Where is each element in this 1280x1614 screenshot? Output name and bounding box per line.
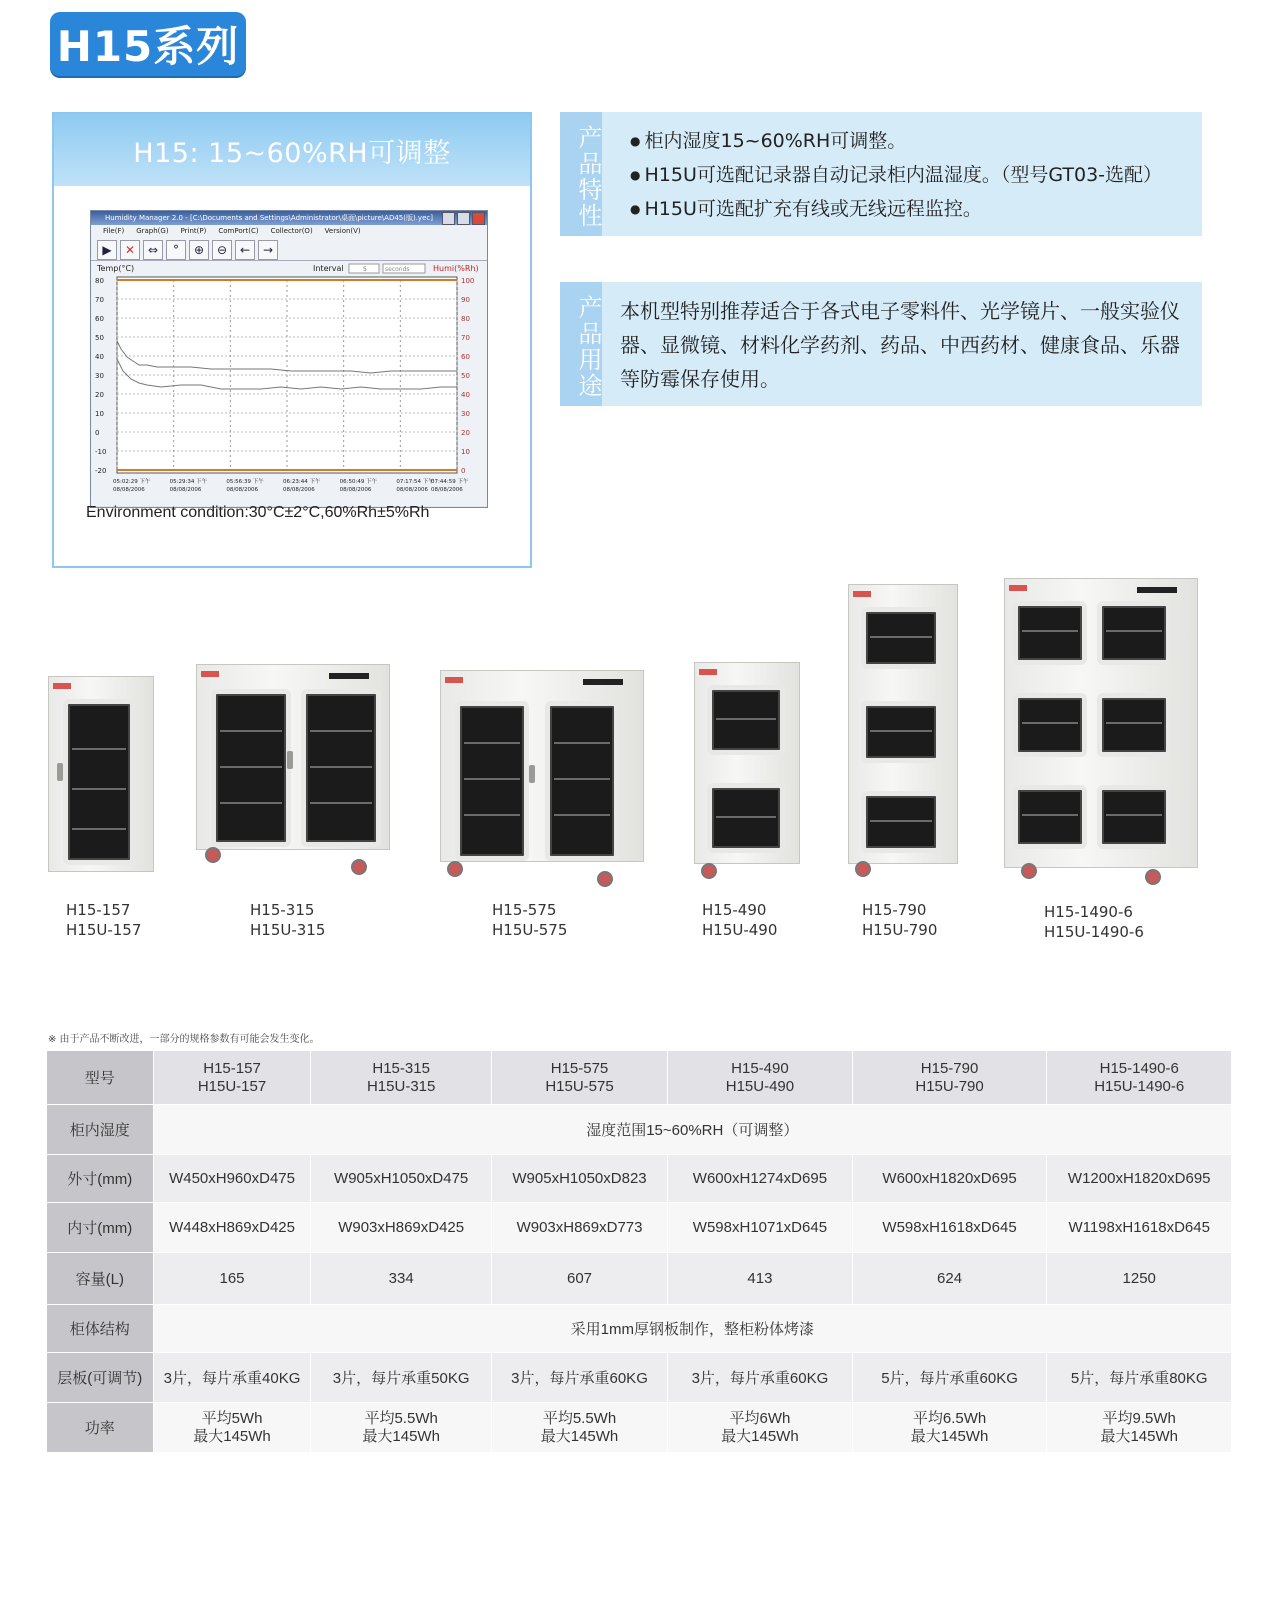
caster-wheel [1021,863,1037,879]
unit-toggle-icon: ° [166,240,186,260]
caster-wheel [447,861,463,877]
glass-door-left [455,701,529,861]
humi-axis-label: Humi(%Rh) [433,264,479,273]
caster-wheel [1145,869,1161,885]
caster-wheel [597,871,613,887]
door-handle [529,765,535,783]
usage-text: 本机型特别推荐适合于各式电子零料件、光学镜片、一般实验仪器、显微镜、材料化学药剂、药品、中西药材、健康食品、乐器等防霉保存使用。 [620,299,1180,391]
glass-door-right [545,701,619,861]
brand-label [853,591,871,597]
cabinet-image-1490-6 [1004,578,1198,868]
cabinet-image-790 [848,584,958,864]
door-handle [57,763,63,781]
cabinet-image-315 [196,664,390,850]
right-tick-label: 10 [461,448,470,456]
date-tick-label: 08/08/2006 [431,487,463,493]
right-tick-label: 40 [461,391,470,399]
time-tick-label: 05:29:34 下午 [169,479,208,485]
right-tick-label: 20 [461,429,470,437]
row-label: 层板(可调节) [47,1353,154,1403]
model-name: H15-490 [702,901,767,919]
glass-door-top [861,607,941,669]
model-name: H15-790 [862,901,927,919]
table-cell: 607 [491,1253,667,1305]
date-tick-label: 08/08/2006 [396,487,429,493]
table-cell: W903xH869xD425 [311,1203,491,1253]
brand-label [53,683,71,689]
left-tick-label: -20 [95,467,107,475]
model-name: H15-1490-6 [1044,903,1133,921]
right-tick-label: 80 [461,315,470,323]
table-cell: 平均9.5Wh 最大145Wh [1047,1403,1232,1453]
forward-icon: → [258,240,278,260]
features-tag: 产品特性 [560,112,602,236]
table-cell: 平均6Wh 最大145Wh [668,1403,853,1453]
model-label-315 [250,900,325,940]
table-cell: W600xH1274xD695 [668,1155,853,1203]
right-tick-label: 90 [461,296,470,304]
table-cell: 624 [852,1253,1047,1305]
table-cell: 湿度范围15~60%RH（可调整） [153,1105,1231,1155]
right-tick-label: 70 [461,334,470,342]
minimize-icon [442,212,455,225]
cabinet-image-157 [48,676,154,872]
feature-item: ● H15U可选配记录器自动记录柜内温湿度。（型号GT03-选配） [630,160,1162,187]
usage-tag: 产品用途 [560,282,602,406]
glass-door [1013,693,1087,757]
back-icon: ← [235,240,255,260]
right-tick-label: 100 [461,277,475,285]
menu-version: Version(V) [324,227,361,235]
glass-door-left [211,689,291,847]
table-cell: W1198xH1618xD645 [1047,1203,1232,1253]
play-icon: ▶ [97,240,117,260]
glass-door [1097,601,1171,665]
left-tick-label: 60 [95,315,104,323]
close-icon [472,212,485,225]
interval-label: Interval [313,264,344,273]
model-name-u: H15U-575 [492,921,568,939]
time-tick-label: 07:17:54 下午 [396,479,434,485]
table-cell: W598xH1618xD645 [852,1203,1047,1253]
row-label: 容量(L) [47,1253,154,1305]
date-tick-label: 08/08/2006 [113,487,145,493]
software-window [90,210,488,508]
left-tick-label: 50 [95,334,104,342]
time-tick-label: 05:56:39 下午 [226,479,264,485]
time-tick-label: 05:02:29 下午 [113,479,151,485]
left-tick-label: 30 [95,372,104,380]
control-display [583,679,623,685]
date-tick-label: 08/08/2006 [169,487,202,493]
table-cell: 3片，每片承重40KG [153,1353,311,1403]
caster-wheel [701,863,717,879]
table-row-outer [47,1155,1232,1203]
glass-door [1013,601,1087,665]
interval-unit: seconds [385,266,410,273]
glass-door-middle [861,701,941,763]
glass-door [1013,785,1087,849]
caster-wheel [205,847,221,863]
glass-door-right [301,689,381,847]
table-cell: 3片，每片承重60KG [668,1353,853,1403]
model-label-790 [862,900,937,940]
left-tick-label: 40 [95,353,104,361]
glass-door-bottom [861,791,941,853]
date-tick-label: 08/08/2006 [283,487,315,493]
brand-label [1009,585,1027,591]
table-cell: 5片，每片承重80KG [1047,1353,1232,1403]
time-tick-label: 07:44:59 下午 [431,479,469,485]
spec-table [46,1050,1232,1453]
table-cell: 采用1mm厚钢板制作，整柜粉体烤漆 [153,1305,1231,1353]
series-title-tab [50,12,246,76]
table-row-structure [47,1305,1232,1353]
feature-item: ● H15U可选配扩充有线或无线远程监控。 [630,194,982,221]
table-cell: H15-157 H15U-157 [153,1051,311,1105]
model-name-u: H15U-790 [862,921,938,939]
door-handle [287,751,293,769]
table-row-humidity [47,1105,1232,1155]
right-tick-label: 60 [461,353,470,361]
caster-wheel [855,861,871,877]
time-tick-label: 06:23:44 下午 [283,479,321,485]
model-name-u: H15U-1490-6 [1044,923,1144,941]
table-cell: W905xH1050xD475 [311,1155,491,1203]
maximize-icon [457,212,470,225]
table-cell: H15-1490-6 H15U-1490-6 [1047,1051,1232,1105]
model-label-490 [702,900,777,940]
row-label: 外寸(mm) [47,1155,154,1203]
table-cell: 413 [668,1253,853,1305]
table-cell: 平均5Wh 最大145Wh [153,1403,311,1453]
brand-label [201,671,219,677]
brand-label [445,677,463,683]
right-tick-label: 0 [461,467,466,475]
row-label: 柜内湿度 [47,1105,154,1155]
model-name: H15-157 [66,901,131,919]
left-tick-label: -10 [95,448,107,456]
table-cell: H15-790 H15U-790 [852,1051,1047,1105]
window-title-text: Humidity Manager 2.0 - [C:\Documents and Settings\Administrator\桌面\picture\AD45(版).yec] [105,214,433,222]
left-tick-label: 80 [95,277,104,285]
window-menu [91,225,487,237]
row-label: 柜体结构 [47,1305,154,1353]
table-row-power [47,1403,1232,1453]
time-tick-label: 06:50:49 下午 [339,479,378,485]
stop-icon: ✕ [120,240,140,260]
glass-door [63,699,135,865]
left-tick-label: 10 [95,410,104,418]
glass-door [1097,785,1171,849]
table-row-model [47,1051,1232,1105]
table-cell: 334 [311,1253,491,1305]
window-toolbar [91,237,487,261]
usage-panel [560,282,1202,406]
model-name-u: H15U-315 [250,921,326,939]
table-cell: 1250 [1047,1253,1232,1305]
model-label-1490-6 [1044,902,1144,942]
window-title [91,211,487,225]
zoom-in-icon: ⊕ [189,240,209,260]
right-tick-label: 30 [461,410,470,418]
date-tick-label: 08/08/2006 [339,487,372,493]
right-tick-label: 50 [461,372,470,380]
table-cell: 3片，每片承重60KG [491,1353,667,1403]
table-cell: 平均5.5Wh 最大145Wh [491,1403,667,1453]
table-cell: 平均6.5Wh 最大145Wh [852,1403,1047,1453]
menu-collector: Collector(O) [270,227,313,235]
environment-condition: Environment condition:30°C±2°C,60%Rh±5%Rh [86,504,430,521]
menu-file: File(F) [103,227,125,235]
glass-door-bottom [707,783,785,853]
features-panel [560,112,1202,236]
table-cell: 平均5.5Wh 最大145Wh [311,1403,491,1453]
table-cell: H15-490 H15U-490 [668,1051,853,1105]
table-row-capacity [47,1253,1232,1305]
caster-wheel [351,859,367,875]
left-tick-label: 70 [95,296,104,304]
left-tick-label: 20 [95,391,104,399]
spec-change-note: ※ 由于产品不断改进，一部分的规格参数有可能会发生变化。 [48,1034,320,1045]
expand-icon: ⇔ [143,240,163,260]
table-row-inner [47,1203,1232,1253]
table-cell: 165 [153,1253,311,1305]
screenshot-header: H15: 15~60%RH可调整 [54,114,530,186]
table-cell: W1200xH1820xD695 [1047,1155,1232,1203]
row-label: 型号 [47,1051,154,1105]
model-label-157 [66,900,141,940]
menu-comport: ComPort(C) [218,227,259,235]
zoom-out-icon: ⊖ [212,240,232,260]
table-cell: 5片，每片承重60KG [852,1353,1047,1403]
interval-value: 5 [363,266,367,273]
table-cell: H15-315 H15U-315 [311,1051,491,1105]
brand-label [699,669,717,675]
humidity-manager-screenshot [52,112,532,568]
row-label: 功率 [47,1403,154,1453]
table-cell: W598xH1071xD645 [668,1203,853,1253]
humidity-graph [91,261,487,506]
table-cell: W905xH1050xD823 [491,1155,667,1203]
cabinet-image-575 [440,670,644,862]
row-label: 内寸(mm) [47,1203,154,1253]
window-controls [442,212,485,225]
model-name: H15-575 [492,901,557,919]
table-cell: W448xH869xD425 [153,1203,311,1253]
model-name-u: H15U-157 [66,921,142,939]
model-name: H15-315 [250,901,315,919]
table-cell: W600xH1820xD695 [852,1155,1047,1203]
model-name-u: H15U-490 [702,921,778,939]
menu-graph: Graph(G) [136,227,169,235]
table-cell: W450xH960xD475 [153,1155,311,1203]
table-cell: H15-575 H15U-575 [491,1051,667,1105]
series-title: H15系列 [56,22,240,71]
temp-axis-label: Temp(°C) [97,264,135,273]
table-cell: 3片，每片承重50KG [311,1353,491,1403]
left-tick-label: 0 [95,429,100,437]
menu-print: Print(P) [180,227,207,235]
feature-item: ● 柜内湿度15~60%RH可调整。 [630,126,906,153]
table-row-shelves [47,1353,1232,1403]
table-cell: W903xH869xD773 [491,1203,667,1253]
date-tick-label: 08/08/2006 [226,487,259,493]
model-label-575 [492,900,567,940]
glass-door [1097,693,1171,757]
glass-door-top [707,685,785,755]
control-display [1137,587,1177,593]
cabinet-image-490 [694,662,800,864]
control-display [329,673,369,679]
